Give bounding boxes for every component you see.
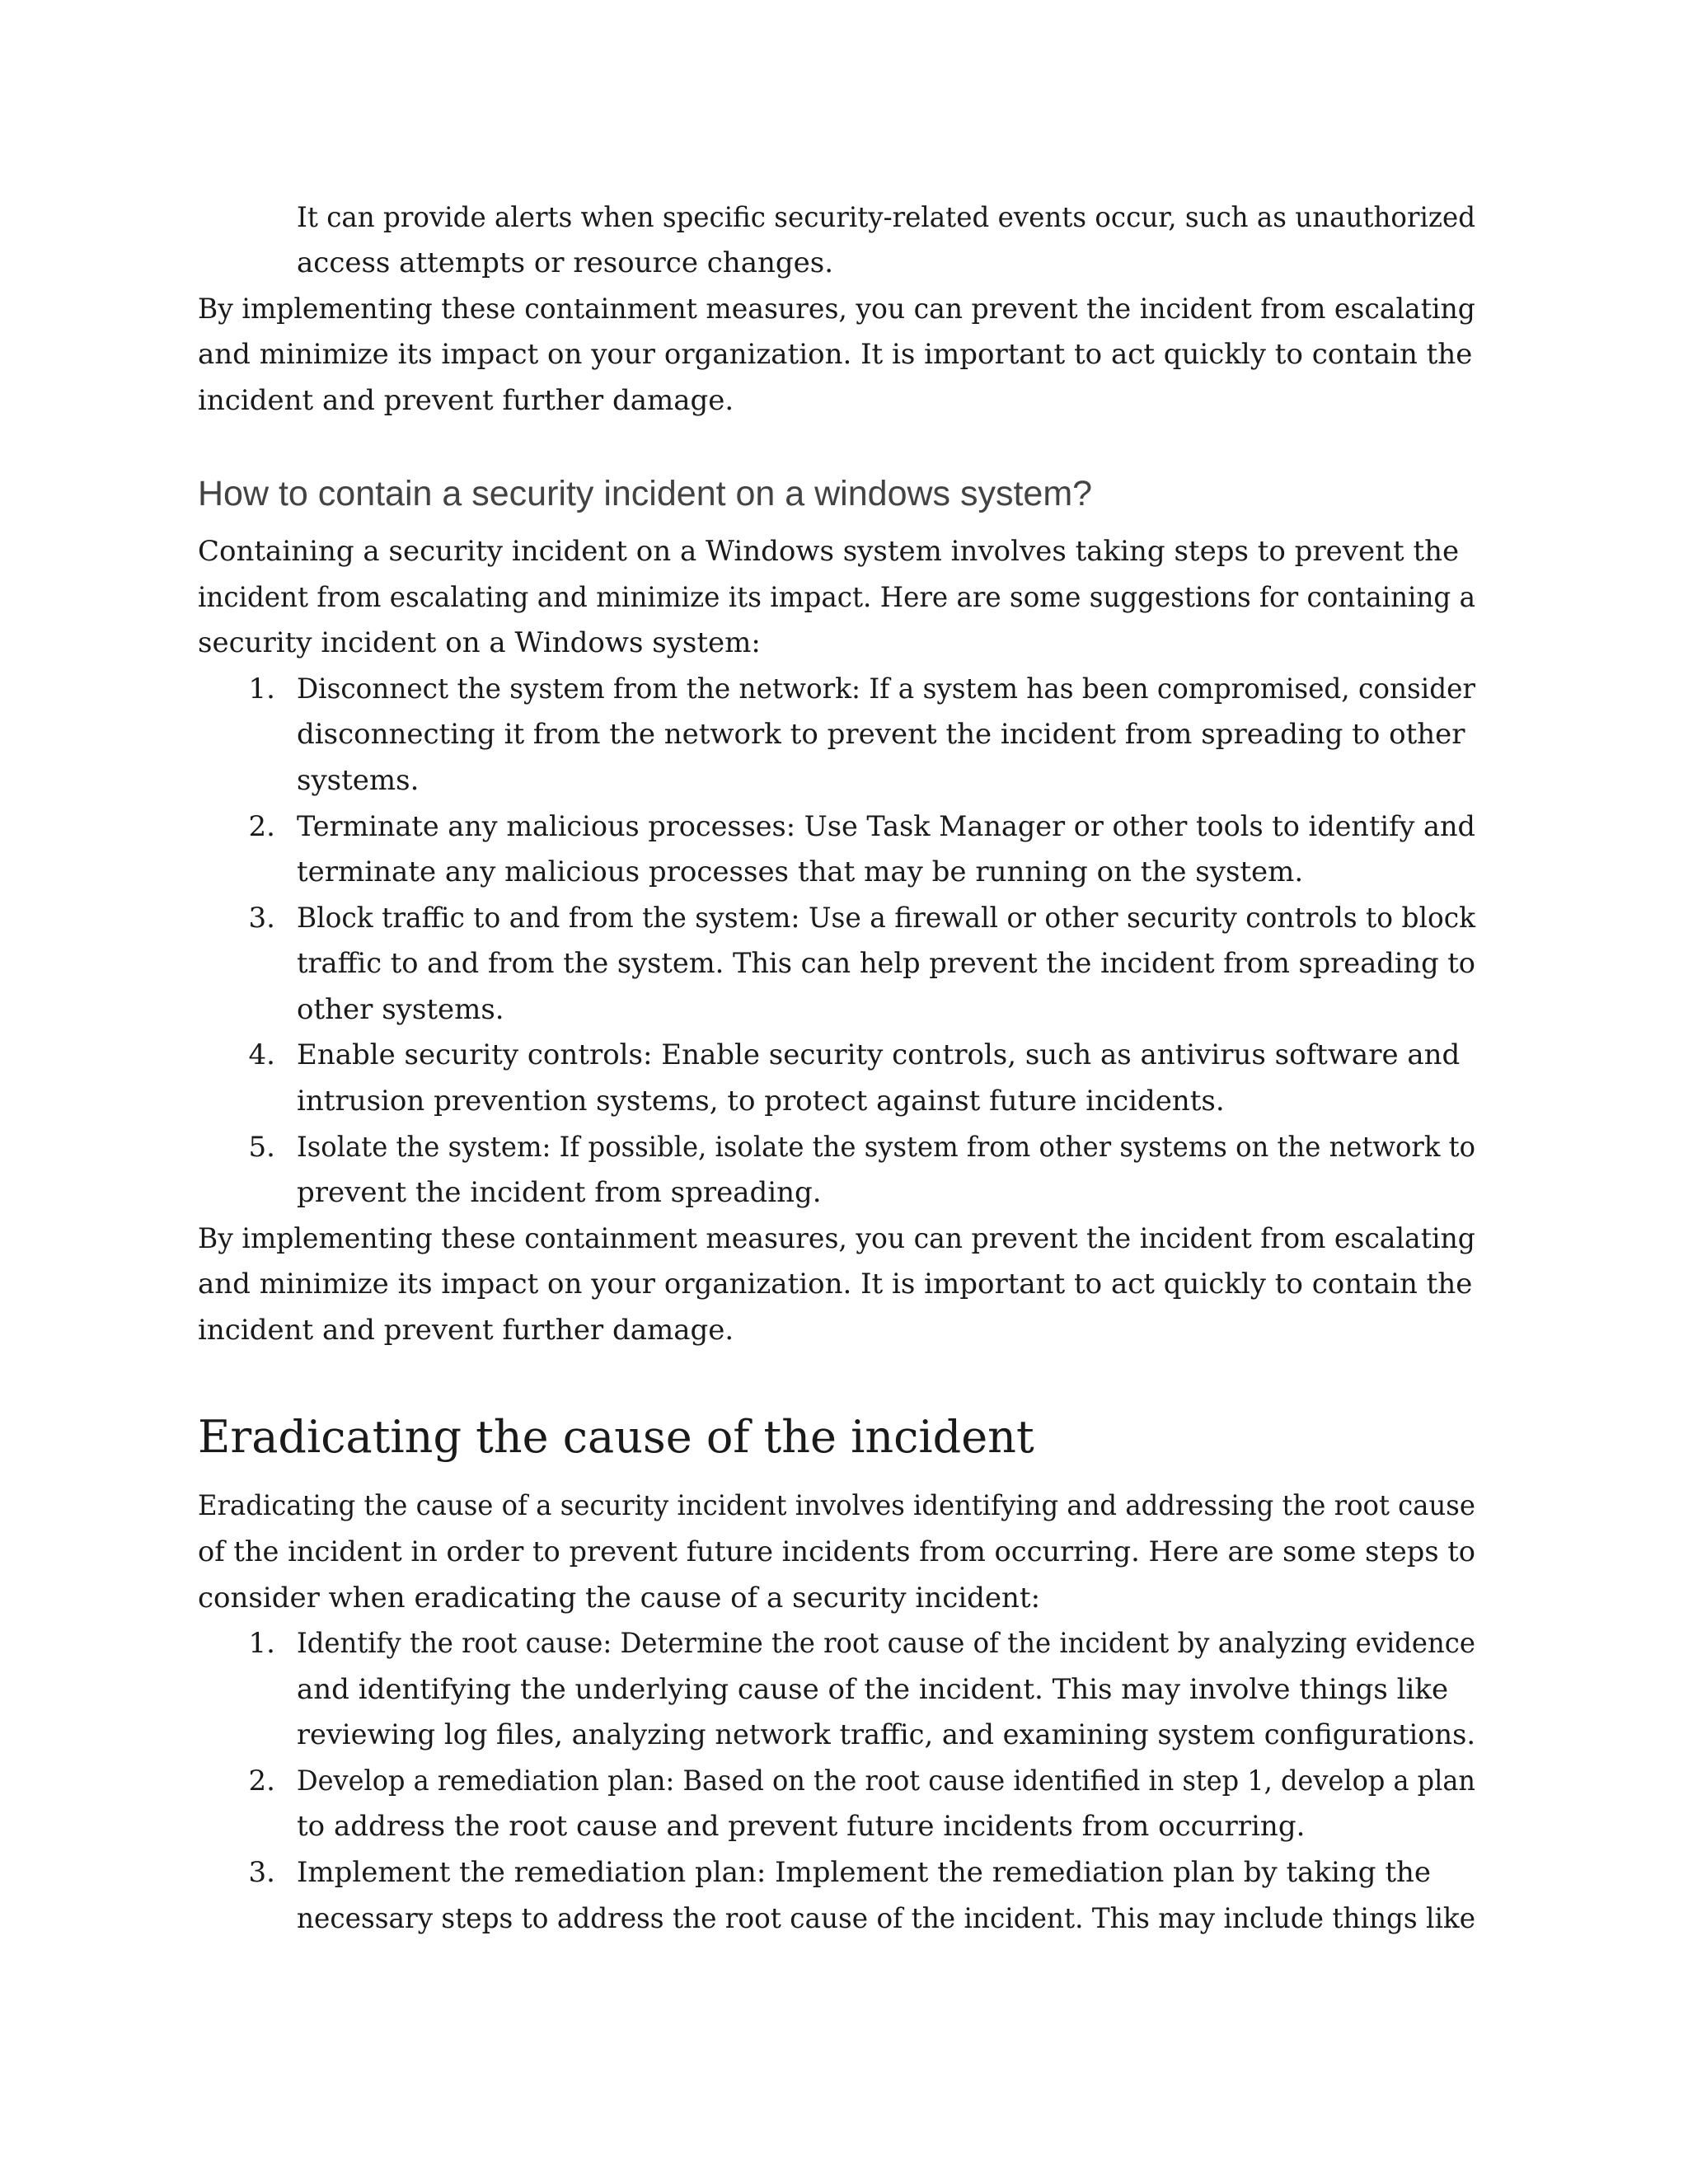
paragraph-line: of the incident in order to prevent future incidents from occurring. Here are some steps to [198, 1535, 1476, 1568]
paragraph-line: consider when eradicating the cause of a security incident: [198, 1582, 1041, 1615]
list-number: 1. [248, 673, 275, 705]
list-number: 1. [248, 1627, 275, 1660]
paragraph-line: and minimize its impact on your organization. It is important to act quickly to contain the [198, 1268, 1473, 1301]
list-number: 2. [248, 810, 275, 843]
list-item-line: Isolate the system: If possible, isolate the system from other systems on the network to [297, 1131, 1475, 1164]
list-item-line: disconnecting it from the network to prevent the incident from spreading to other [297, 718, 1465, 751]
list-item-line: and identifying the underlying cause of the incident. This may involve things like [297, 1673, 1449, 1706]
list-number: 4. [248, 1038, 275, 1071]
paragraph-line: incident and prevent further damage. [198, 384, 734, 417]
list-item-line: Enable security controls: Enable security controls, such as antivirus software and [297, 1038, 1461, 1071]
list-item-line: Develop a remediation plan: Based on the root cause identified in step 1, develop a plan [297, 1765, 1476, 1797]
paragraph-line: Containing a security incident on a Windows system involves taking steps to prevent the [198, 535, 1460, 568]
list-item-line: reviewing log files, analyzing network traffic, and examining system configurations. [297, 1718, 1476, 1751]
list-item-line: systems. [297, 764, 420, 797]
list-item-line: necessary steps to address the root cause of the incident. This may include things like [297, 1902, 1476, 1935]
bullet-continuation-line: It can provide alerts when specific security-related events occur, such as unauthorized [297, 201, 1476, 234]
list-number: 5. [248, 1131, 275, 1164]
paragraph-line: By implementing these containment measures, you can prevent the incident from escalating [198, 1222, 1475, 1255]
paragraph-line: By implementing these containment measures, you can prevent the incident from escalating [198, 293, 1475, 326]
list-item-line: to address the root cause and prevent future incidents from occurring. [297, 1810, 1306, 1843]
list-number: 3. [248, 902, 275, 935]
list-item-line: Identify the root cause: Determine the root cause of the incident by analyzing evidence [297, 1627, 1475, 1660]
paragraph-line: incident from escalating and minimize its impact. Here are some suggestions for containing a [198, 581, 1475, 614]
list-item-line: prevent the incident from spreading. [297, 1176, 822, 1209]
list-number: 2. [248, 1765, 275, 1797]
paragraph-line: security incident on a Windows system: [198, 626, 761, 659]
section-heading: Eradicating the cause of the incident [198, 1411, 1034, 1463]
section-heading: How to contain a security incident on a windows system? [198, 474, 1093, 513]
paragraph-line: and minimize its impact on your organization. It is important to act quickly to contain the [198, 338, 1473, 371]
list-item-line: other systems. [297, 993, 504, 1026]
paragraph-line: incident and prevent further damage. [198, 1314, 734, 1347]
list-item-line: Disconnect the system from the network: If a system has been compromised, consider [297, 673, 1476, 705]
list-number: 3. [248, 1856, 275, 1889]
bullet-continuation-line: access attempts or resource changes. [297, 246, 834, 279]
list-item-line: terminate any malicious processes that may be running on the system. [297, 855, 1304, 888]
list-item-line: Terminate any malicious processes: Use Task Manager or other tools to identify and [297, 810, 1475, 843]
paragraph-line: Eradicating the cause of a security incident involves identifying and addressing the root cause [198, 1489, 1475, 1522]
list-item-line: traffic to and from the system. This can help prevent the incident from spreading to [297, 947, 1476, 980]
list-item-line: Implement the remediation plan: Implement the remediation plan by taking the [297, 1856, 1432, 1889]
list-item-line: intrusion prevention systems, to protect against future incidents. [297, 1085, 1225, 1118]
list-item-line: Block traffic to and from the system: Use a firewall or other security controls to block [297, 902, 1476, 935]
